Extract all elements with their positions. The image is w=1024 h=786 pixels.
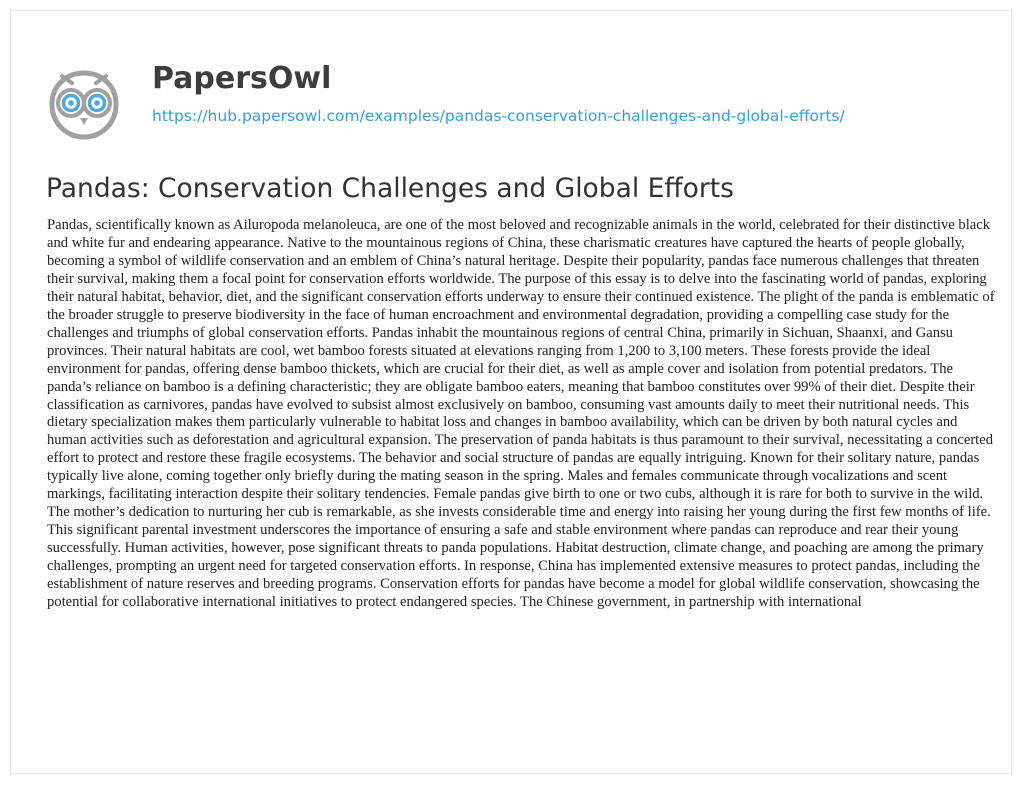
brand-name: PapersOwl bbox=[152, 61, 332, 96]
source-url-link[interactable]: https://hub.papersowl.com/examples/pandas-conservation-challenges-and-global-efforts/ bbox=[152, 107, 845, 125]
papersowl-owl-logo-icon bbox=[44, 64, 124, 144]
document-body: Pandas, scientifically known as Ailuropoda melanoleuca, are one of the most beloved and recognizable animals in the world, celebrated for their distinctive black and white fur and endearing appearance. Native to the mountainous regions of China, these charismatic creatures have captured the hearts of people globally, becoming a symbol of wildlife conservation and an emblem of China’s natural heritage. Despite their popularity, pandas face numerous challenges that threaten their survival, making them a focal point for conservation efforts worldwide. The purpose of this essay is to delve into the fascinating world of pandas, exploring their natural habitat, behavior, diet, and the significant conservation efforts underway to ensure their continued existence. The plight of the panda is emblematic of the broader struggle to preserve biodiversity in the face of human encroachment and environmental degradation, providing a compelling case study for the challenges and triumphs of global conservation efforts. Pandas inhabit the mountainous regions of central China, primarily in Sichuan, Shaanxi, and Gansu provinces. Their natural habitats are cool, wet bamboo forests situated at elevations ranging from 1,200 to 3,100 meters. These forests provide the ideal environment for pandas, offering dense bamboo thickets, which are crucial for their diet, as well as ample cover and isolation from potential predators. The panda’s reliance on bamboo is a defining characteristic; they are obligate bamboo eaters, meaning that bamboo constitutes over 99% of their diet. Despite their classification as carnivores, pandas have evolved to subsist almost exclusively on bamboo, consuming vast amounts daily to meet their nutritional needs. This dietary specialization makes them particularly vulnerable to habitat loss and changes in bamboo availability, which can be driven by both natural cycles and human activities such as deforestation and agricultural expansion. The preservation of panda habitats is thus paramount to their survival, necessitating a concerted effort to protect and restore these fragile ecosystems. The behavior and social structure of pandas are equally intriguing. Known for their solitary nature, pandas typically live alone, coming together only briefly during the mating season in the spring. Males and females communicate through vocalizations and scent markings, facilitating interaction despite their solitary tendencies. Female pandas give birth to one or two cubs, although it is rare for both to survive in the wild. The mother’s dedication to nurturing her cub is remarkable, as she invests considerable time and energy into raising her young during the first few months of life. This significant parental investment underscores the importance of ensuring a safe and stable environment where pandas can reproduce and rear their young successfully. Human activities, however, pose significant threats to panda populations. Habitat destruction, climate change, and poaching are among the primary challenges, prompting an urgent need for targeted conservation efforts. In response, China has implemented extensive measures to protect pandas, including the establishment of nature reserves and breeding programs. Conservation efforts for pandas have become a model for global wildlife conservation, showcasing the potential for collaborative international initiatives to protect endangered species. The Chinese government, in partnership with international bbox=[47, 217, 995, 611]
document-title: Pandas: Conservation Challenges and Global Efforts bbox=[46, 173, 734, 204]
